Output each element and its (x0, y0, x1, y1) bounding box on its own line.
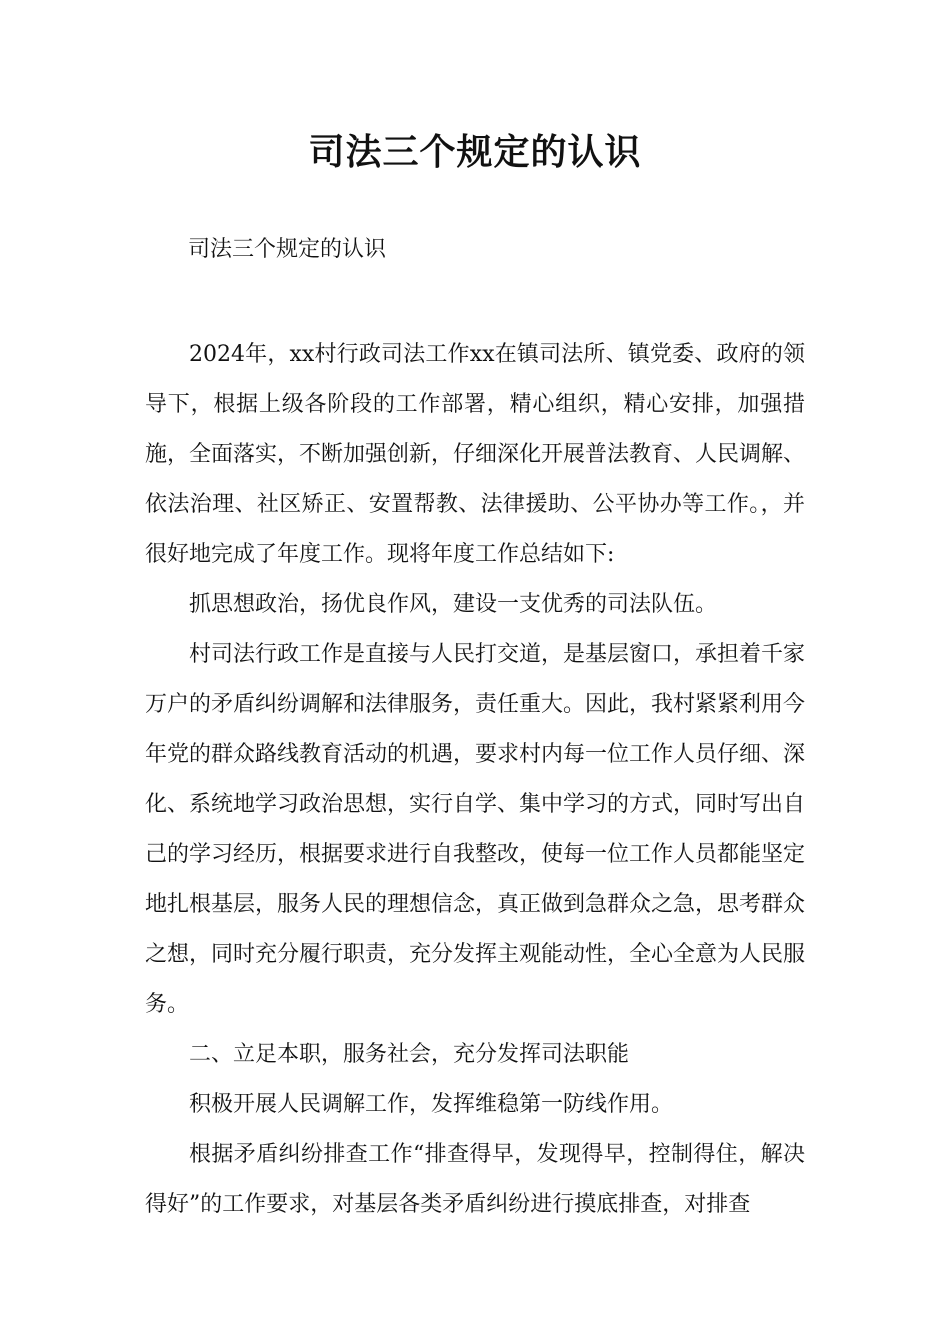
paragraph: 村司法行政工作是直接与人民打交道，是基层窗口，承担着千家万户的矛盾纠纷调解和法律服务，责任重大。因此，我村紧紧利用今年党的群众路线教育活动的机遇，要求村内每一位工作人员仔细、深化、系统地学习政治思想，实行自学、集中学习的方式，同时写出自己的学习经历，根据要求进行自我整改，使每一位工作人员都能坚定地扎根基层，服务人民的理想信念，真正做到急群众之急，思考群众之想，同时充分履行职责，充分发挥主观能动性，全心全意为人民服务。 (145, 642, 806, 1017)
paragraph: 2024年，xx村行政司法工作xx在镇司法所、镇党委、政府的领导下，根据上级各阶段的工作部署，精心组织，精心安排，加强措施，全面落实，不断加强创新，仔细深化开展普法教育、人民调解、依法治理、社区矫正、安置帮教、法律援助、公平协办等工作。，并很好地完成了年度工作。现将年度工作总结如下: (145, 342, 806, 567)
paragraph: 积极开展人民调解工作，发挥维稳第一防线作用。 (189, 1092, 674, 1117)
document-subtitle: 司法三个规定的认识 (188, 237, 387, 262)
paragraph: 根据矛盾纠纷排查工作“排查得早，发现得早，控制得住，解决得好”的工作要求，对基层各类矛盾纠纷进行摸底排查，对排查 (145, 1142, 805, 1217)
paragraph: 抓思想政治，扬优良作风，建设一支优秀的司法队伍。 (189, 592, 718, 617)
document-title: 司法三个规定的认识 (308, 132, 642, 173)
document-body (145, 330, 805, 1230)
paragraph: 二、立足本职，服务社会，充分发挥司法职能 (189, 1042, 630, 1067)
